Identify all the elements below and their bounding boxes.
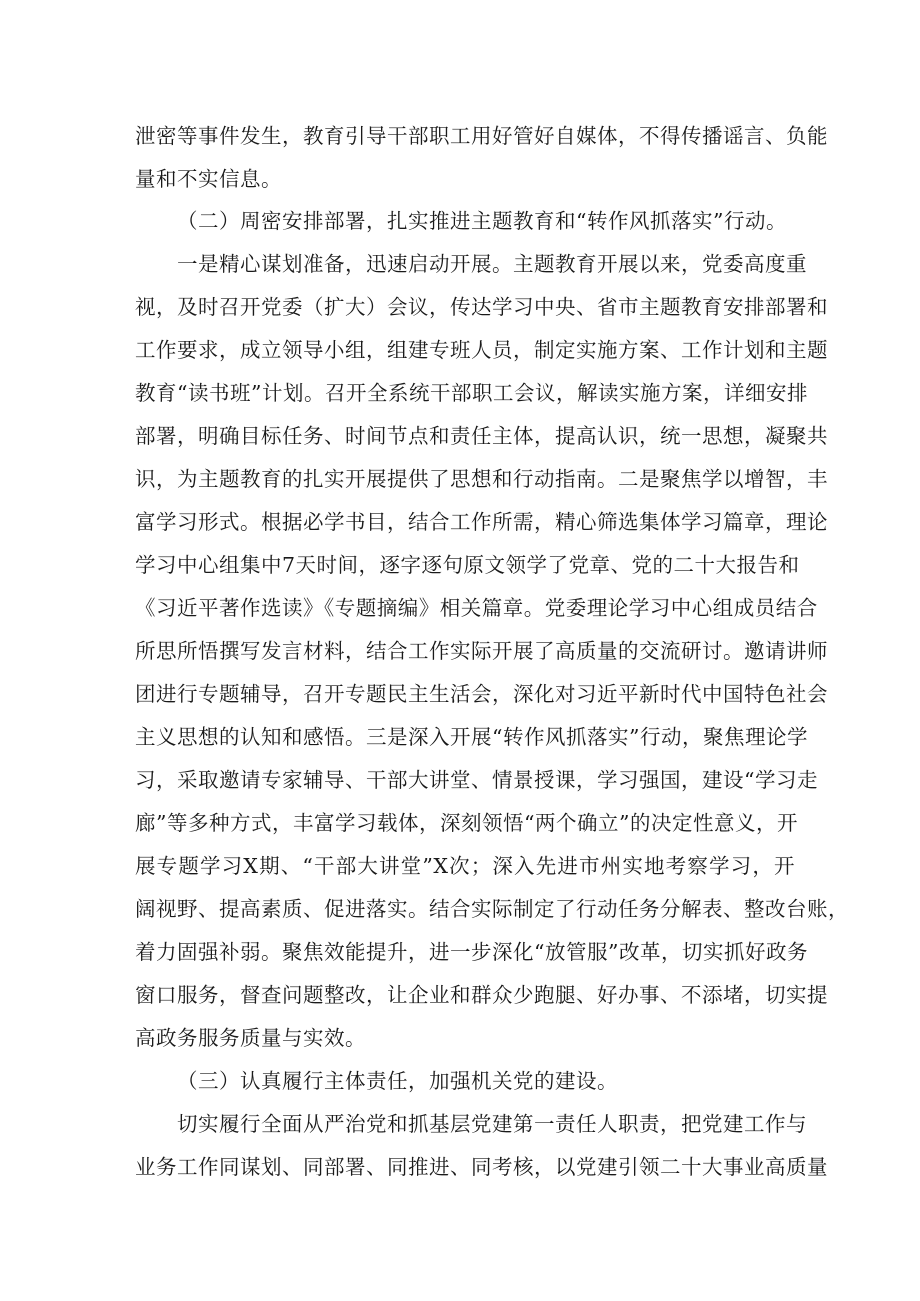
text-line: 泄密等事件发生，教育引导干部职工用好管好自媒体，不得传播谣言、负能 — [135, 124, 828, 148]
text-line: 切实履行全面从严治党和抓基层党建第一责任人职责，把党建工作与 — [177, 1112, 807, 1136]
text-line: 视，及时召开党委（扩大）会议，传达学习中央、省市主题教育安排部署和 — [135, 295, 828, 319]
text-line: 业务工作同谋划、同部署、同推进、同考核，以党建引领二十大事业高质量 — [135, 1155, 828, 1179]
section-heading: （三）认真履行主体责任，加强机关党的建设。 — [177, 1069, 618, 1093]
text-line: 识，为主题教育的扎实开展提供了思想和行动指南。二是聚焦学以增智，丰 — [135, 467, 828, 491]
text-line: 窗口服务，督查问题整改，让企业和群众少跑腿、好办事、不添堵，切实提 — [135, 983, 828, 1007]
text-line: 一是精心谋划准备，迅速启动开展。主题教育开展以来，党委高度重 — [177, 252, 807, 276]
text-line: 量和不实信息。 — [135, 167, 282, 191]
text-line: 阔视野、提高素质、促进落实。结合实际制定了行动任务分解表、整改台账， — [135, 897, 849, 921]
text-line: 工作要求，成立领导小组，组建专班人员，制定实施方案、工作计划和主题 — [135, 338, 828, 362]
text-line: 展专题学习X期、“干部大讲堂”X次；深入先进市州实地考察学习，开 — [135, 854, 795, 878]
text-line: 所思所悟撰写发言材料，结合工作实际开展了高质量的交流研讨。邀请讲师 — [135, 639, 828, 663]
text-line: 部署，明确目标任务、时间节点和责任主体，提高认识，统一思想，凝聚共 — [135, 424, 828, 448]
text-line: 着力固强补弱。聚焦效能提升，进一步深化“放管服”改革，切实抓好政务 — [135, 940, 808, 964]
section-heading: （二）周密安排部署，扎实推进主题教育和“转作风抓落实”行动。 — [177, 209, 787, 233]
text-line: 廊”等多种方式，丰富学习载体，深刻领悟“两个确立”的决定性意义，开 — [135, 811, 798, 835]
text-line: 富学习形式。根据必学书目，结合工作所需，精心筛选集体学习篇章，理论 — [135, 510, 828, 534]
text-line: 团进行专题辅导，召开专题民主生活会，深化对习近平新时代中国特色社会 — [135, 682, 828, 706]
text-line: 习，采取邀请专家辅导、干部大讲堂、情景授课，学习强国，建设“学习走 — [135, 768, 818, 792]
text-line: 高政务服务质量与实效。 — [135, 1026, 366, 1050]
text-line: 学习中心组集中7天时间，逐字逐句原文领学了党章、党的二十大报告和 — [135, 553, 800, 577]
text-line: 教育“读书班”计划。召开全系统干部职工会议，解读实施方案，详细安排 — [135, 381, 808, 405]
text-line: 主义思想的认知和感悟。三是深入开展“转作风抓落实”行动，聚焦理论学 — [135, 725, 808, 749]
text-line: 《习近平著作选读》《专题摘编》相关篇章。党委理论学习中心组成员结合 — [135, 596, 818, 620]
